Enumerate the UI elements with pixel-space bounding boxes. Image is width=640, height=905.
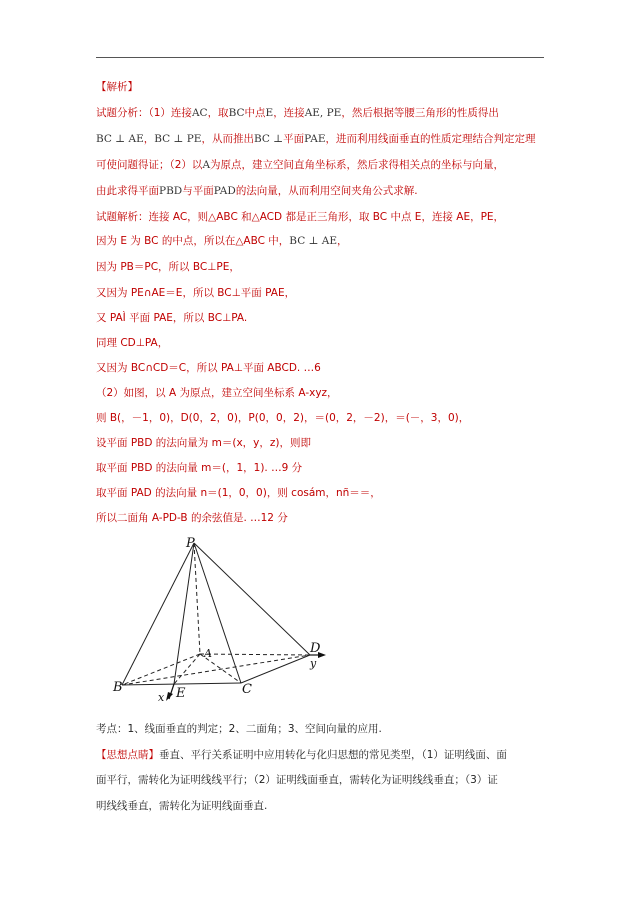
math: BC ⊥ AE [289,235,338,247]
text: 垂直、平行关系证明中应用转化与化归思想的常见类型，（1）证明线面、面 [159,749,507,761]
analysis-line-5: 试题解析：连接 AC，则△ABC 和△ACD 都是正三角形，取 BC 中点 E，连接 AE，PE， [96,211,505,223]
text: 平面 [283,133,305,145]
analysis-line-16: 取平面 PAD 的法向量 n＝(1，0，0)，则 cosám，nñ＝＝， [96,487,381,499]
text: 与平面 [182,185,214,197]
text: 的法向量，从而利用空间夹角公式求解. [235,185,418,197]
label-E: E [176,686,186,701]
math: AE, PE [304,107,342,119]
label-D: D [310,641,321,656]
text: ，从而推出 [201,133,254,145]
edge-PC [194,543,241,683]
text: ，然后根据等腰三角形的性质得出 [341,107,499,119]
analysis-line-13: 则 B(，－1，0)，D(0，2，0)，P(0，0，2)，＝(0，2，－2)，＝(－，3，0)， [96,412,470,424]
math: PBD [159,185,183,197]
pyramid-diagram [110,533,335,705]
text: ，进而利用线面垂直的性质定理结合判定定理 [325,133,536,145]
label-A: A [204,647,212,660]
analysis-line-6 [96,234,348,248]
text: 为原点，建立空间直角坐标系，然后求得相关点的坐标与向量， [210,159,505,171]
label-x: x [158,691,165,704]
edge-PB [122,543,194,685]
analysis-line-10: 同理 CD⊥PA， [96,337,169,349]
text: 试题分析：（1）连接 [96,107,192,119]
analysis-line-3 [96,158,504,172]
label-B: B [113,680,123,695]
analysis-line-8: 又因为 PE∩AE＝E，所以 BC⊥平面 PAE， [96,287,296,299]
analysis-line-7: 因为 PB＝PC，所以 BC⊥PE， [96,261,240,273]
tips-line-1 [96,748,507,762]
tips-heading: 【思想点睛】 [96,749,159,761]
pyramid-figure [110,533,335,705]
edge-PD [194,543,310,655]
x-axis-arrowhead [166,692,173,701]
math: BC ⊥ AE [96,133,144,145]
edge-BC [122,683,241,685]
math: PAD [213,185,236,197]
tips-line-3: 明线线垂直，需转化为证明线面垂直. [96,800,268,812]
text: ，连接 [273,107,305,119]
analysis-line-15: 取平面 PBD 的法向量 m＝(，1，1). …9 分 [96,462,303,474]
math: E [265,107,274,119]
math: AC [191,107,208,119]
math: BC ⊥ [253,133,284,145]
text: ，取 [207,107,229,119]
analysis-line-14: 设平面 PBD 的法向量为 m＝(x，y，z)，则即 [96,437,311,449]
analysis-line-11: 又因为 BC∩CD＝C，所以 PA⊥平面 ABCD. …6 [96,362,321,374]
math: A [202,159,211,171]
text: 由此求得平面 [96,185,159,197]
label-y: y [310,657,317,670]
text: ， [337,235,348,247]
tips-line-2: 面平行，需转化为证明线线平行；（2）证明线面垂直，需转化为证明线线垂直；（3）证 [96,774,498,786]
edge-AD [200,654,310,655]
text: 中点 [244,107,266,119]
text: ， [143,133,155,145]
label-C: C [242,682,252,697]
analysis-line-9: 又 PAÌ 平面 PAE，所以 BC⊥PA. [96,312,248,324]
label-P: P [186,536,195,551]
analysis-heading: 【解析】 [96,81,138,93]
edge-BD [122,655,310,685]
analysis-line-1 [96,106,499,120]
analysis-line-4 [96,184,418,198]
edge-CD [241,655,310,683]
text: 可使问题得证；（2）以 [96,159,203,171]
math: BC [228,107,245,119]
math: BC ⊥ PE [154,133,202,145]
math: PAE [304,133,326,145]
analysis-line-17: 所以二面角 A-PD-B 的余弦值是. …12 分 [96,512,288,524]
analysis-line-12: （2）如图，以 A 为原点，建立空间坐标系 A-xyz， [96,387,338,399]
edge-AB [122,654,200,685]
text: 因为 E 为 BC 的中点，所以在△ABC 中， [96,235,290,247]
kaodian-line: 考点：1、线面垂直的判定；2、二面角；3、空间向量的应用. [96,723,382,735]
top-rule [96,57,544,58]
analysis-line-2 [96,132,536,146]
